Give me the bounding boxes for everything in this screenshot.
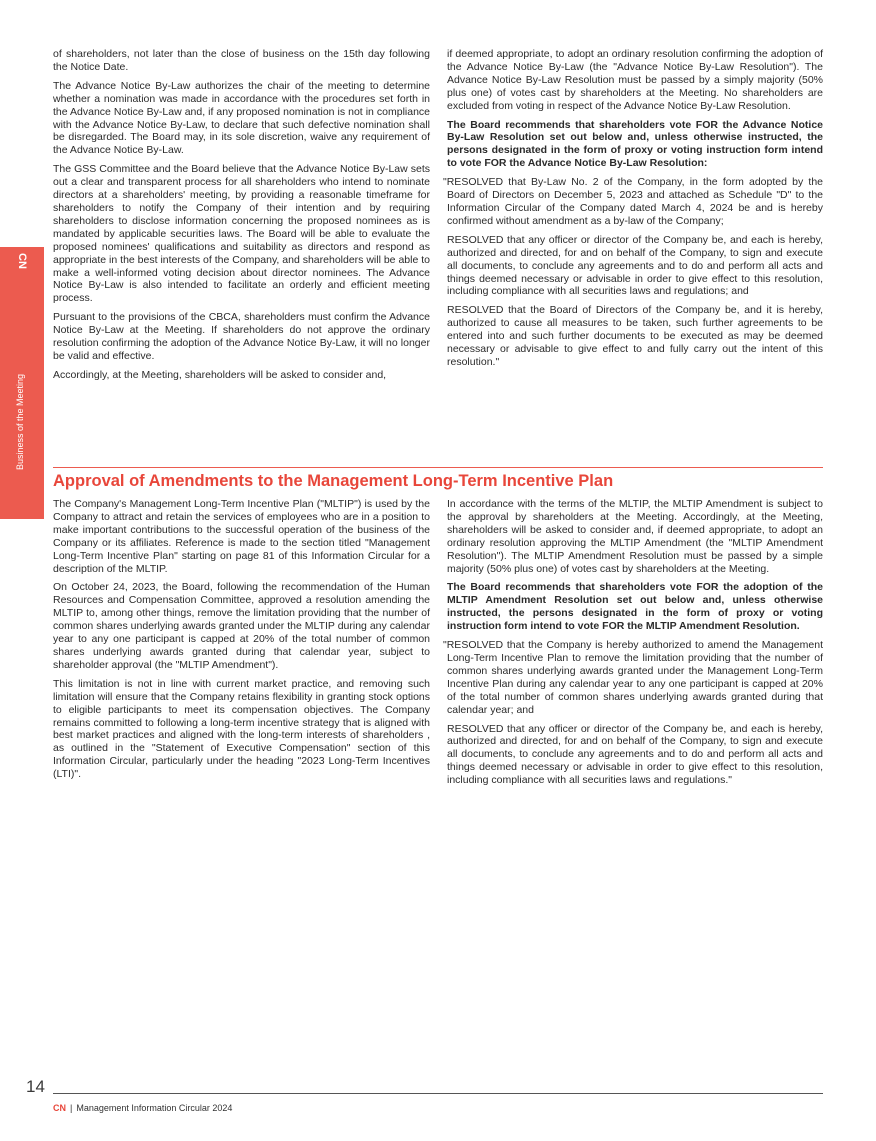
paragraph: On October 24, 2023, the Board, following the recommendation of the Human Resources and Compensation Committee, approved a resolution amending the MLTIP to, among other things, remove the limitation providing that the number of common shares underlying awards granted under the MLTIP during any calendar year to any one participant is capped at 20% of the total number of common shares underlying awards granted during that calendar year, subject to shareholder approval (the "MLTIP Amendment"). bbox=[53, 581, 430, 671]
top-right-column bbox=[443, 48, 823, 375]
page-number: 14 bbox=[26, 1077, 45, 1096]
resolution-text: RESOLVED that any officer or director of the Company be, and each is hereby, authorized and directed, for and on behalf of the Company, to sign and execute all documents, to conclude any agreements and to do and perform all acts and things deemed necessary or advisable in order to give effect to this resolution, including compliance with all securities laws and regulations; and bbox=[447, 233, 823, 298]
board-recommendation: The Board recommends that shareholders vote FOR the adoption of the MLTIP Amendment Resolution set out below and, unless otherwise instructed, the persons designated in the form of proxy or voting instruction form intend to vote FOR the MLTIP Amendment Resolution. bbox=[447, 581, 823, 633]
top-left-column bbox=[53, 48, 430, 388]
paragraph: of shareholders, not later than the close of business on the 15th day following the Notice Date. bbox=[53, 48, 430, 73]
resolution-text: RESOLVED that any officer or director of the Company be, and each is hereby, authorized and directed, for and on behalf of the Company, to sign and execute all documents, to conclude any agreements and to do and perform all acts and things deemed necessary or advisable in order to give effect to this resolution, including compliance with all securities laws and regulations." bbox=[447, 722, 823, 787]
resolution-text: "RESOLVED that the Company is hereby authorized to amend the Management Long-Term Incentive Plan to remove the limitation providing that the number of common shares underlying awards granted under the Management Long-Term Incentive Plan during any calendar year to any one participant is capped at 20% of the total number of common shares underlying awards granted during that calendar year; and bbox=[443, 639, 823, 716]
bottom-left-column bbox=[53, 498, 430, 787]
resolution-text: RESOLVED that the Board of Directors of the Company be, and it is hereby, authorized to cause all measures to be taken, such further agreements to be entered into and such further documents to be executed as may be deemed necessary or advisable to give effect to and fully carry out the intent of this resolution." bbox=[447, 304, 823, 368]
section-side-tab bbox=[0, 247, 44, 519]
paragraph: if deemed appropriate, to adopt an ordinary resolution confirming the adoption of the Advance Notice By-Law (the "Advance Notice By-Law Resolution"). The Advance Notice By-Law Resolution must be passed by a simply majority (50% plus one) of votes cast by shareholders at the Meeting. No shareholders are excluded from voting in respect of the Advance Notice By-Law Resolution. bbox=[447, 48, 823, 112]
paragraph: Accordingly, at the Meeting, shareholders will be asked to consider and, bbox=[53, 368, 387, 381]
paragraph: This limitation is not in line with current market practice, and removing such limitation will ensure that the Company retains flexibility in granting stock options to eligible participants to meet its compensation objectives. The Company remains committed to following a long-term incentive strategy that is aligned with best market practices and aligned with the long-term interests of shareholders , as outlined in the "Statement of Executive Compensation" section of this Information Circular, particularly under the heading "2023 Long-Term Incentives (LTI)". bbox=[53, 677, 430, 781]
paragraph: The GSS Committee and the Board believe that the Advance Notice By-Law sets out a clear and transparent process for all shareholders who intend to nominate directors at a shareholders' meeting, by providing a reasonable timeframe for shareholders to notify the Company of their intention and by requiring shareholders to disclose information concerning the proposed nominees as is mandated by applicable securities laws. The Board will be able to evaluate the proposed nominees' qualifications and suitability as directors and respond as appropriate in the best interests of the Company, and shareholders will be able to make a well-informed voting decision about director nominees. The Advance Notice By-Law is also intended to facilitate an orderly and efficient meeting process. bbox=[53, 163, 430, 305]
footer-divider bbox=[53, 1093, 823, 1094]
section-divider bbox=[53, 467, 823, 468]
footer-separator: | bbox=[70, 1103, 73, 1113]
footer-title: Management Information Circular 2024 bbox=[76, 1103, 233, 1113]
paragraph: The Advance Notice By-Law authorizes the chair of the meeting to determine whether a nomination was made in accordance with the procedures set forth in the Advance Notice By-Law and, if any proposed nomination is not in compliance with the Advance Notice By-Law, to declare that such defective nomination shall be disregarded. The Board may, in its sole discretion, waive any requirement of the Advance Notice By-Law. bbox=[53, 79, 430, 157]
paragraph: In accordance with the terms of the MLTIP, the MLTIP Amendment is subject to the approval by shareholders at the Meeting. Accordingly, at the Meeting, shareholders will be asked to consider and, if deemed appropriate, to adopt an ordinary resolution approving the MLTIP Amendment (the "MLTIP Amendment Resolution"). The MLTIP Amendment Resolution must be passed by a simple majority (50% plus one) of votes cast by shareholders at the Meeting. bbox=[447, 498, 823, 575]
footer-brand: CN bbox=[53, 1103, 66, 1113]
cn-logo: CN bbox=[16, 253, 28, 269]
board-recommendation: The Board recommends that shareholders vote FOR the Advance Notice By-Law Resolution set out below and, unless otherwise instructed, the persons designated in the form of proxy or voting instruction form intend to vote FOR the Advance Notice By-Law Resolution: bbox=[447, 118, 823, 170]
paragraph: Pursuant to the provisions of the CBCA, shareholders must confirm the Advance Notice By-Law at the Meeting. If shareholders do not approve the ordinary resolution confirming the adoption of the Advance Notice By-Law, it will no longer be valid and effective. bbox=[53, 311, 430, 362]
resolution-text: "RESOLVED that By-Law No. 2 of the Company, in the form adopted by the Board of Directors on December 5, 2023 and attached as Schedule "D" to the Information Circular of the Company dated March 4, 2024 be and is hereby confirmed without amendment as a by-law of the Company; bbox=[443, 176, 823, 227]
footer bbox=[53, 1103, 232, 1113]
section-side-label: Business of the Meeting bbox=[15, 373, 25, 471]
section-heading: Approval of Amendments to the Management Long-Term Incentive Plan bbox=[53, 472, 614, 490]
paragraph: The Company's Management Long-Term Incentive Plan ("MLTIP") is used by the Company to attract and retain the services of employees who are in a position to make important contributions to the successful operation of the business of the Company or its affiliates. Reference is made to the section titled "Management Long-Term Incentive Plan" starting on page 81 of this Information Circular for a description of the MLTIP. bbox=[53, 498, 430, 575]
bottom-right-column bbox=[443, 498, 823, 793]
